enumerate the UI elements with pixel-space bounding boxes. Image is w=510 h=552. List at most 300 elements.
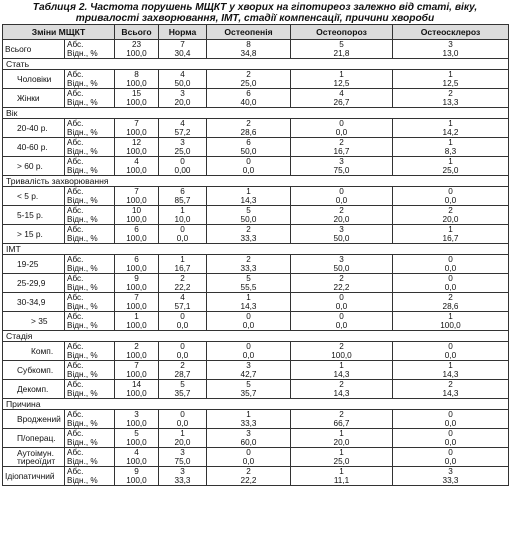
pct-value: 0,00 xyxy=(174,166,191,175)
abs-value: 7 xyxy=(180,40,185,49)
pct-value: 100,0 xyxy=(440,321,461,330)
abs-label: Абс. xyxy=(67,138,84,147)
abs-value: 2 xyxy=(246,467,251,476)
pct-value: 100,0 xyxy=(126,321,147,330)
pct-value: 0,0 xyxy=(444,457,457,466)
pct-value: 0,0 xyxy=(444,438,457,447)
abs-value: 2 xyxy=(134,342,139,351)
value-cell xyxy=(115,157,159,176)
value-cell xyxy=(291,70,393,89)
abs-value: 2 xyxy=(339,274,344,283)
value-cell xyxy=(115,89,159,108)
value-cell xyxy=(115,187,159,206)
abs-value: 5 xyxy=(180,380,185,389)
value-cell xyxy=(393,206,509,225)
abs-value: 1 xyxy=(180,255,185,264)
abs-value: 2 xyxy=(246,255,251,264)
pct-value: 16,7 xyxy=(333,147,350,156)
header-osteoporosis: Остеопороз xyxy=(291,25,393,40)
pct-value: 33,3 xyxy=(442,476,459,485)
abs-label: Абс. xyxy=(67,89,84,98)
abs-value: 1 xyxy=(134,312,139,321)
row-name: Всього xyxy=(3,40,65,59)
pct-value: 100,0 xyxy=(126,457,147,466)
row-name: 20-40 р. xyxy=(3,119,65,138)
measure-labels xyxy=(65,410,115,429)
abs-value: 2 xyxy=(339,342,344,351)
abs-value: 2 xyxy=(448,380,453,389)
abs-value: 3 xyxy=(448,40,453,49)
value-cell xyxy=(207,40,291,59)
pct-label: Відн., % xyxy=(67,166,98,175)
abs-value: 0 xyxy=(448,255,453,264)
value-cell xyxy=(207,206,291,225)
pct-value: 0,0 xyxy=(444,283,457,292)
pct-value: 11,1 xyxy=(333,476,350,485)
value-cell xyxy=(159,312,207,331)
pct-value: 20,0 xyxy=(442,215,459,224)
pct-label: Відн., % xyxy=(67,79,98,88)
abs-value: 0 xyxy=(448,429,453,438)
value-cell xyxy=(291,255,393,274)
abs-value: 10 xyxy=(131,206,142,215)
abs-value: 1 xyxy=(448,312,453,321)
abs-value: 6 xyxy=(134,225,139,234)
pct-label: Відн., % xyxy=(67,215,98,224)
row-name: > 60 р. xyxy=(3,157,65,176)
value-cell xyxy=(207,429,291,448)
pct-value: 33,3 xyxy=(240,419,257,428)
value-cell xyxy=(207,255,291,274)
abs-label: Абс. xyxy=(67,312,84,321)
measure-labels xyxy=(65,380,115,399)
abs-value: 3 xyxy=(180,138,185,147)
table-row xyxy=(3,157,509,176)
value-cell xyxy=(115,467,159,486)
pct-value: 33,3 xyxy=(174,476,191,485)
table-row xyxy=(3,312,509,331)
pct-value: 0,0 xyxy=(242,321,255,330)
pct-value: 100,0 xyxy=(126,98,147,107)
pct-value: 100,0 xyxy=(126,419,147,428)
value-cell xyxy=(159,361,207,380)
value-cell xyxy=(291,342,393,361)
pct-value: 100,0 xyxy=(126,49,147,58)
pct-value: 100,0 xyxy=(126,370,147,379)
pct-value: 0,0 xyxy=(444,264,457,273)
abs-value: 6 xyxy=(246,89,251,98)
value-cell xyxy=(159,70,207,89)
abs-value: 12 xyxy=(131,138,142,147)
pct-value: 100,0 xyxy=(126,264,147,273)
abs-label: Абс. xyxy=(67,342,84,351)
table-row xyxy=(3,187,509,206)
abs-value: 5 xyxy=(339,40,344,49)
pct-value: 50,0 xyxy=(333,234,350,243)
value-cell xyxy=(207,361,291,380)
section-row xyxy=(3,176,509,187)
abs-label: Абс. xyxy=(67,380,84,389)
abs-value: 8 xyxy=(134,70,139,79)
abs-label: Абс. xyxy=(67,157,84,166)
pct-value: 16,7 xyxy=(174,264,191,273)
pct-value: 0,0 xyxy=(176,419,189,428)
pct-value: 57,1 xyxy=(174,302,191,311)
section-label: Причина xyxy=(3,399,509,410)
abs-value: 2 xyxy=(180,361,185,370)
pct-value: 12,5 xyxy=(442,79,459,88)
value-cell xyxy=(393,119,509,138)
row-name: Ідіопатичний xyxy=(3,467,65,486)
table-caption: Таблиця 2. Частота порушень МЩКТ у хворих на гіпотиреоз залежно від статі, віку, тривалості захворювання, ІМТ, стадії компенсації, причини хвороби xyxy=(32,2,478,24)
abs-value: 2 xyxy=(448,293,453,302)
pct-value: 100,0 xyxy=(126,147,147,156)
value-cell xyxy=(115,70,159,89)
value-cell xyxy=(159,40,207,59)
value-cell xyxy=(291,138,393,157)
pct-value: 0,0 xyxy=(444,351,457,360)
value-cell xyxy=(291,448,393,467)
abs-value: 1 xyxy=(246,187,251,196)
row-name: < 5 р. xyxy=(3,187,65,206)
abs-value: 5 xyxy=(246,274,251,283)
abs-label: Абс. xyxy=(67,206,84,215)
table-row xyxy=(3,448,509,467)
table-row xyxy=(3,274,509,293)
section-row xyxy=(3,399,509,410)
pct-value: 25,0 xyxy=(240,79,257,88)
pct-value: 100,0 xyxy=(126,128,147,137)
row-name: Субкомп. xyxy=(3,361,65,380)
value-cell xyxy=(393,70,509,89)
pct-value: 20,0 xyxy=(174,98,191,107)
pct-value: 34,8 xyxy=(240,49,257,58)
abs-value: 1 xyxy=(246,410,251,419)
value-cell xyxy=(393,312,509,331)
pct-value: 100,0 xyxy=(331,351,352,360)
abs-label: Абс. xyxy=(67,467,84,476)
abs-value: 1 xyxy=(448,70,453,79)
abs-value: 7 xyxy=(134,293,139,302)
pct-value: 16,7 xyxy=(442,234,459,243)
pct-label: Відн., % xyxy=(67,321,98,330)
value-cell xyxy=(393,157,509,176)
abs-value: 0 xyxy=(246,342,251,351)
abs-value: 0 xyxy=(339,293,344,302)
header-norm: Норма xyxy=(159,25,207,40)
pct-value: 14,3 xyxy=(333,389,350,398)
abs-value: 4 xyxy=(180,293,185,302)
pct-value: 100,0 xyxy=(126,196,147,205)
value-cell xyxy=(159,410,207,429)
abs-value: 3 xyxy=(339,225,344,234)
pct-value: 0,0 xyxy=(444,196,457,205)
pct-value: 25,0 xyxy=(333,457,350,466)
value-cell xyxy=(115,312,159,331)
value-cell xyxy=(291,361,393,380)
abs-label: Абс. xyxy=(67,40,84,49)
table-row xyxy=(3,119,509,138)
value-cell xyxy=(207,274,291,293)
measure-labels xyxy=(65,293,115,312)
header-osteosclerosis: Остеосклероз xyxy=(393,25,509,40)
pct-value: 0,0 xyxy=(335,196,348,205)
abs-value: 2 xyxy=(448,89,453,98)
row-name: 25-29,9 xyxy=(3,274,65,293)
measure-labels xyxy=(65,119,115,138)
pct-value: 0,0 xyxy=(176,321,189,330)
abs-value: 5 xyxy=(134,429,139,438)
abs-label: Абс. xyxy=(67,225,84,234)
value-cell xyxy=(393,361,509,380)
value-cell xyxy=(291,274,393,293)
pct-label: Відн., % xyxy=(67,98,98,107)
section-row xyxy=(3,331,509,342)
pct-label: Відн., % xyxy=(67,264,98,273)
pct-value: 57,2 xyxy=(174,128,191,137)
section-label: ІМТ xyxy=(3,244,509,255)
value-cell xyxy=(393,255,509,274)
abs-value: 2 xyxy=(339,410,344,419)
value-cell xyxy=(115,40,159,59)
abs-value: 1 xyxy=(339,429,344,438)
row-name: > 35 xyxy=(3,312,65,331)
row-name: Комп. xyxy=(3,342,65,361)
pct-value: 13,0 xyxy=(442,49,459,58)
value-cell xyxy=(115,380,159,399)
measure-labels xyxy=(65,255,115,274)
value-cell xyxy=(159,293,207,312)
value-cell xyxy=(115,206,159,225)
measure-labels xyxy=(65,312,115,331)
measure-labels xyxy=(65,89,115,108)
abs-value: 7 xyxy=(134,187,139,196)
pct-value: 20,0 xyxy=(333,438,350,447)
measure-labels xyxy=(65,187,115,206)
abs-value: 3 xyxy=(180,89,185,98)
pct-value: 50,0 xyxy=(174,79,191,88)
pct-value: 21,8 xyxy=(333,49,350,58)
value-cell xyxy=(393,225,509,244)
section-row xyxy=(3,59,509,70)
value-cell xyxy=(115,293,159,312)
pct-value: 66,7 xyxy=(333,419,350,428)
row-name: 5-15 р. xyxy=(3,206,65,225)
abs-value: 1 xyxy=(339,70,344,79)
abs-value: 1 xyxy=(339,361,344,370)
abs-value: 23 xyxy=(131,40,142,49)
abs-value: 5 xyxy=(246,206,251,215)
pct-value: 100,0 xyxy=(126,166,147,175)
measure-labels xyxy=(65,448,115,467)
value-cell xyxy=(115,138,159,157)
header-total: Всього xyxy=(115,25,159,40)
pct-value: 14,3 xyxy=(442,370,459,379)
value-cell xyxy=(291,119,393,138)
abs-value: 6 xyxy=(180,187,185,196)
pct-value: 22,2 xyxy=(240,476,257,485)
value-cell xyxy=(393,410,509,429)
table-row xyxy=(3,410,509,429)
abs-value: 0 xyxy=(180,342,185,351)
abs-value: 2 xyxy=(246,70,251,79)
row-name: П/операц. xyxy=(3,429,65,448)
row-name: Декомп. xyxy=(3,380,65,399)
value-cell xyxy=(291,410,393,429)
value-cell xyxy=(159,255,207,274)
abs-value: 0 xyxy=(246,157,251,166)
value-cell xyxy=(207,312,291,331)
value-cell xyxy=(159,342,207,361)
table-row xyxy=(3,138,509,157)
value-cell xyxy=(115,410,159,429)
abs-value: 3 xyxy=(246,361,251,370)
abs-value: 4 xyxy=(134,448,139,457)
pct-value: 33,3 xyxy=(240,264,257,273)
pct-value: 22,2 xyxy=(333,283,350,292)
pct-value: 13,3 xyxy=(442,98,459,107)
abs-value: 1 xyxy=(339,448,344,457)
abs-label: Абс. xyxy=(67,429,84,438)
pct-value: 14,3 xyxy=(240,196,257,205)
abs-value: 0 xyxy=(339,119,344,128)
pct-value: 42,7 xyxy=(240,370,257,379)
value-cell xyxy=(115,119,159,138)
pct-value: 28,6 xyxy=(240,128,257,137)
pct-value: 0,0 xyxy=(444,419,457,428)
value-cell xyxy=(393,380,509,399)
value-cell xyxy=(393,187,509,206)
pct-value: 0,0 xyxy=(242,351,255,360)
pct-value: 20,0 xyxy=(333,215,350,224)
abs-value: 0 xyxy=(448,410,453,419)
abs-value: 6 xyxy=(246,138,251,147)
abs-value: 1 xyxy=(448,119,453,128)
value-cell xyxy=(393,89,509,108)
abs-value: 8 xyxy=(246,40,251,49)
abs-value: 0 xyxy=(180,312,185,321)
pct-value: 75,0 xyxy=(174,457,191,466)
table-row xyxy=(3,342,509,361)
value-cell xyxy=(115,429,159,448)
table-body xyxy=(3,40,509,486)
value-cell xyxy=(207,467,291,486)
table-row xyxy=(3,40,509,59)
abs-value: 14 xyxy=(131,380,142,389)
pct-value: 12,5 xyxy=(333,79,350,88)
table-row xyxy=(3,361,509,380)
abs-value: 3 xyxy=(180,467,185,476)
pct-value: 85,7 xyxy=(174,196,191,205)
value-cell xyxy=(207,187,291,206)
measure-labels xyxy=(65,40,115,59)
pct-value: 10,0 xyxy=(174,215,191,224)
row-name: 30-34,9 xyxy=(3,293,65,312)
abs-value: 4 xyxy=(134,157,139,166)
value-cell xyxy=(159,380,207,399)
pct-label: Відн., % xyxy=(67,389,98,398)
pct-value: 28,6 xyxy=(442,302,459,311)
abs-label: Абс. xyxy=(67,410,84,419)
abs-value: 1 xyxy=(246,293,251,302)
abs-value: 1 xyxy=(339,467,344,476)
pct-value: 25,0 xyxy=(174,147,191,156)
abs-value: 2 xyxy=(339,380,344,389)
abs-value: 2 xyxy=(246,119,251,128)
pct-value: 40,0 xyxy=(240,98,257,107)
abs-value: 1 xyxy=(180,429,185,438)
abs-value: 4 xyxy=(180,119,185,128)
value-cell xyxy=(291,40,393,59)
table-row xyxy=(3,225,509,244)
value-cell xyxy=(291,187,393,206)
pct-value: 35,7 xyxy=(174,389,191,398)
value-cell xyxy=(159,467,207,486)
measure-labels xyxy=(65,225,115,244)
pct-value: 14,2 xyxy=(442,128,459,137)
pct-value: 14,3 xyxy=(442,389,459,398)
pct-value: 100,0 xyxy=(126,438,147,447)
data-table xyxy=(2,24,509,486)
abs-value: 2 xyxy=(339,206,344,215)
abs-value: 3 xyxy=(448,467,453,476)
abs-value: 2 xyxy=(246,225,251,234)
abs-label: Абс. xyxy=(67,255,84,264)
pct-label: Відн., % xyxy=(67,302,98,311)
pct-value: 30,4 xyxy=(174,49,191,58)
abs-value: 4 xyxy=(180,70,185,79)
pct-label: Відн., % xyxy=(67,234,98,243)
measure-labels xyxy=(65,70,115,89)
abs-value: 0 xyxy=(246,312,251,321)
pct-label: Відн., % xyxy=(67,457,98,466)
value-cell xyxy=(159,429,207,448)
value-cell xyxy=(207,119,291,138)
value-cell xyxy=(159,138,207,157)
pct-label: Відн., % xyxy=(67,370,98,379)
value-cell xyxy=(291,467,393,486)
value-cell xyxy=(207,410,291,429)
abs-value: 0 xyxy=(448,274,453,283)
value-cell xyxy=(393,40,509,59)
abs-value: 1 xyxy=(448,157,453,166)
abs-value: 2 xyxy=(448,206,453,215)
row-name: Чоловіки xyxy=(3,70,65,89)
pct-value: 75,0 xyxy=(333,166,350,175)
value-cell xyxy=(159,187,207,206)
header-osteopenia: Остеопенія xyxy=(207,25,291,40)
pct-value: 100,0 xyxy=(126,234,147,243)
abs-label: Абс. xyxy=(67,274,84,283)
pct-value: 0,0 xyxy=(242,166,255,175)
abs-value: 1 xyxy=(448,225,453,234)
abs-value: 3 xyxy=(339,255,344,264)
table-row xyxy=(3,380,509,399)
measure-labels xyxy=(65,342,115,361)
abs-value: 0 xyxy=(180,157,185,166)
pct-value: 26,7 xyxy=(333,98,350,107)
pct-value: 0,0 xyxy=(242,457,255,466)
value-cell xyxy=(207,448,291,467)
value-cell xyxy=(393,138,509,157)
value-cell xyxy=(115,255,159,274)
pct-value: 0,0 xyxy=(335,302,348,311)
measure-labels xyxy=(65,274,115,293)
pct-label: Відн., % xyxy=(67,438,98,447)
abs-value: 0 xyxy=(448,187,453,196)
pct-value: 20,0 xyxy=(174,438,191,447)
pct-value: 100,0 xyxy=(126,302,147,311)
